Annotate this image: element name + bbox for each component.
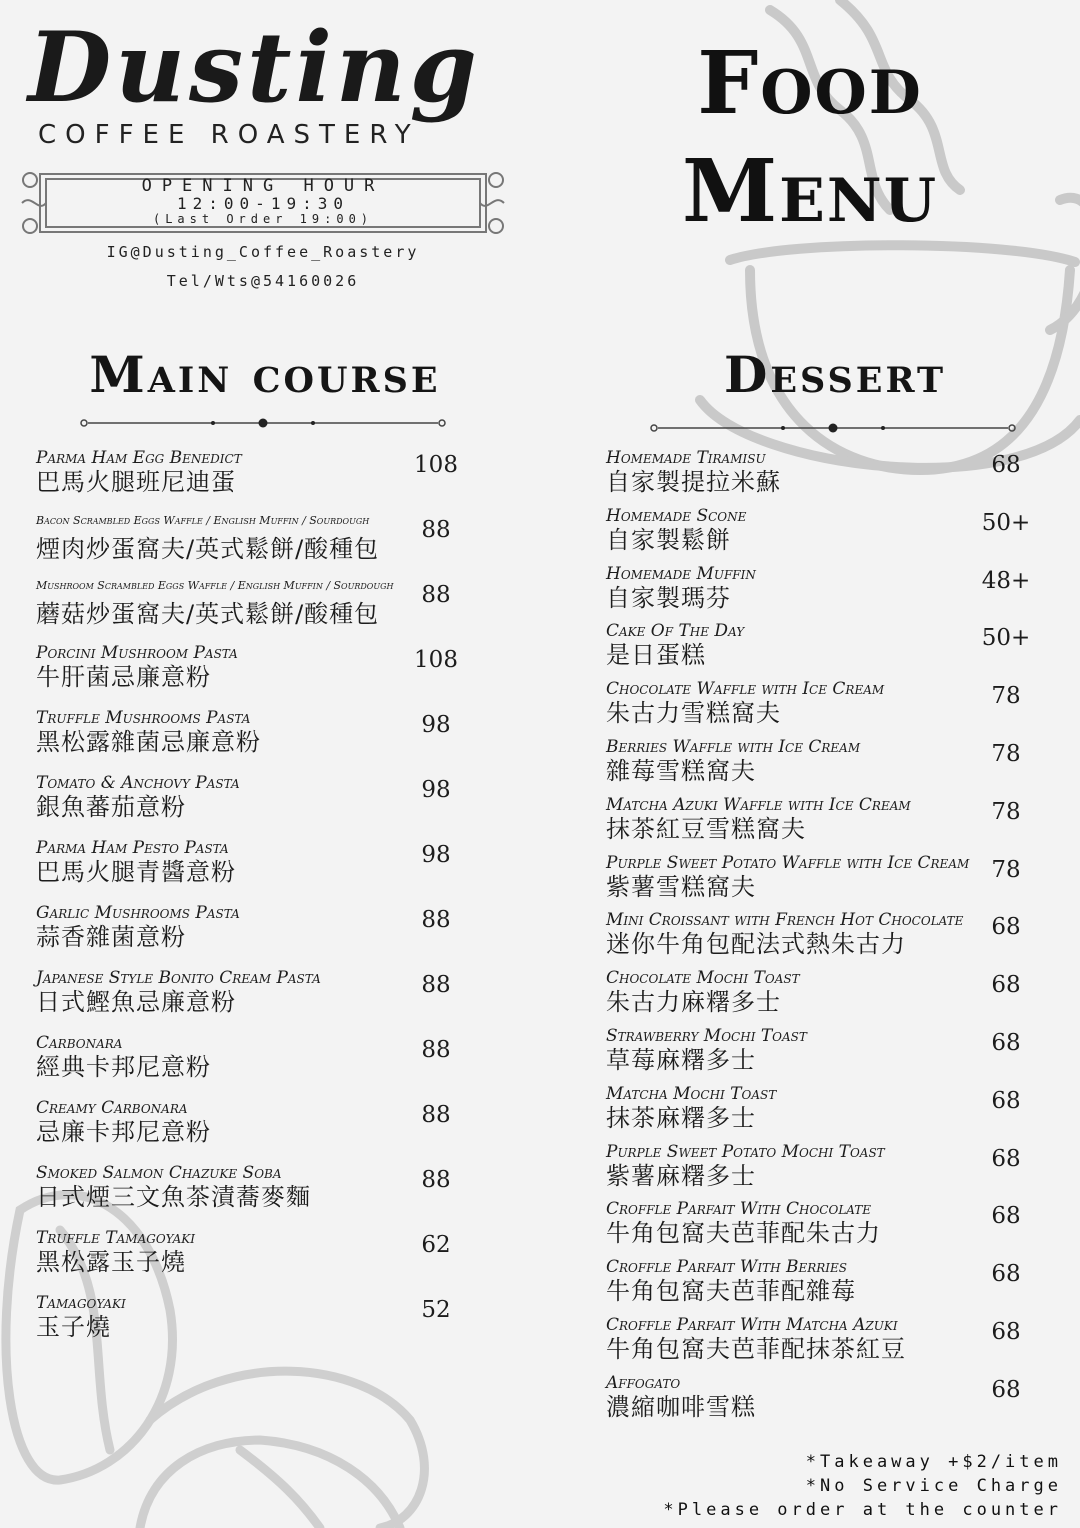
menu-item-english: Truffle Mushrooms Pasta	[36, 708, 251, 728]
menu-item	[606, 1257, 856, 1305]
menu-item	[36, 838, 236, 886]
menu-item-english: Homemade Muffin	[606, 563, 756, 584]
menu-item-english: Tomato & Anchovy Pasta	[36, 773, 240, 793]
menu-item-price: 48+	[981, 567, 1031, 594]
menu-item-english: Chocolate Mochi Toast	[606, 968, 800, 989]
menu-item	[36, 773, 240, 821]
menu-item	[36, 448, 242, 496]
menu-item-english: Affogato	[606, 1372, 681, 1393]
menu-item-english: Chocolate Waffle with Ice Cream	[606, 679, 885, 700]
menu-item-english: Croffle Parfait With Matcha Azuki	[606, 1315, 898, 1335]
menu-item-price: 50+	[981, 509, 1031, 536]
menu-item	[36, 1293, 126, 1341]
menu-item	[606, 910, 963, 958]
menu-item	[36, 643, 238, 691]
menu-item-chinese: 銀魚蕃茄意粉	[36, 793, 186, 821]
opening-hours-title: OPENING HOUR	[141, 176, 385, 196]
menu-item-chinese: 紫薯麻糬多士	[606, 1161, 756, 1190]
menu-item-chinese: 自家製提拉米蘇	[606, 468, 781, 496]
menu-item-english: Mushroom Scrambled Eggs Waffle / English Muffin / Sourdough	[36, 579, 394, 592]
menu-item-english: Garlic Mushrooms Pasta	[36, 903, 240, 923]
menu-item-english: Bacon Scrambled Eggs Waffle / English Muffin / Sourdough	[36, 514, 370, 527]
menu-item-price: 88	[421, 1037, 451, 1063]
menu-item-chinese: 抹茶紅豆雪糕窩夫	[606, 814, 806, 843]
menu-item-price: 52	[421, 1297, 451, 1323]
menu-item-chinese: 自家製瑪芬	[606, 583, 731, 612]
order-counter-note: *Please order at the counter	[663, 1500, 1062, 1520]
opening-hours-time: 12:00-19:30	[177, 194, 349, 213]
menu-item-english: Smoked Salmon Chazuke Soba	[36, 1163, 282, 1183]
menu-item-price: 78	[991, 683, 1021, 710]
menu-item-chinese: 忌廉卡邦尼意粉	[36, 1118, 211, 1146]
menu-item	[36, 968, 321, 1016]
menu-item-chinese: 自家製鬆餅	[606, 525, 731, 554]
menu-item	[606, 968, 800, 1016]
last-order-time: (Last Order 19:00)	[152, 212, 374, 226]
menu-item-price: 78	[991, 798, 1021, 825]
menu-item-price: 108	[414, 452, 458, 478]
menu-item-price: 68	[991, 452, 1021, 478]
menu-item-english: Homemade Scone	[606, 505, 747, 526]
menu-item-price: 98	[421, 842, 451, 868]
menu-item	[606, 1026, 807, 1074]
menu-item-english: Homemade Tiramisu	[606, 448, 766, 468]
menu-item	[36, 1033, 211, 1081]
menu-notes	[663, 1450, 1062, 1522]
menu-item-price: 68	[991, 1376, 1021, 1403]
main-course-divider	[78, 415, 448, 431]
menu-item-price: 98	[421, 712, 451, 738]
brand-block	[28, 11, 498, 150]
menu-item-chinese: 牛角包窩夫芭菲配朱古力	[606, 1219, 881, 1248]
menu-item-english: Creamy Carbonara	[36, 1098, 188, 1118]
menu-item	[36, 1228, 195, 1276]
menu-item	[36, 513, 379, 563]
menu-item	[606, 737, 860, 785]
menu-item	[606, 1315, 906, 1363]
menu-item-chinese: 濃縮咖啡雪糕	[606, 1392, 756, 1421]
menu-item-english: Matcha Azuki Waffle with Ice Cream	[606, 794, 911, 815]
menu-item-english: Parma Ham Egg Benedict	[36, 448, 242, 468]
menu-item-chinese: 黑松露玉子燒	[36, 1248, 186, 1276]
menu-item-price: 68	[991, 1261, 1021, 1288]
menu-item-english: Porcini Mushroom Pasta	[36, 643, 238, 663]
brand-logo-name: Dusting	[28, 11, 481, 124]
menu-item-english: Matcha Mochi Toast	[606, 1083, 777, 1104]
menu-item-english: Parma Ham Pesto Pasta	[36, 838, 229, 858]
menu-item-english: Purple Sweet Potato Mochi Toast	[606, 1141, 885, 1162]
food-menu-title-line2: Menu	[681, 141, 939, 242]
menu-item	[36, 1098, 211, 1146]
menu-item-english: Truffle Tamagoyaki	[36, 1228, 196, 1248]
menu-item-price: 88	[421, 1102, 451, 1128]
menu-item	[606, 1199, 881, 1247]
menu-item-chinese: 牛角包窩夫芭菲配雜莓	[606, 1277, 856, 1306]
dessert-divider	[648, 420, 1018, 436]
menu-item	[606, 564, 756, 612]
service-charge-note: *No Service Charge	[805, 1476, 1062, 1496]
menu-item-chinese: 日式鰹魚忌廉意粉	[36, 988, 236, 1016]
menu-item-chinese: 牛角包窩夫芭菲配抹茶紅豆	[606, 1335, 906, 1363]
menu-item	[606, 1373, 756, 1421]
brand-subtitle: COFFEE ROASTERY	[38, 120, 420, 150]
menu-item-chinese: 紫薯雪糕窩夫	[606, 872, 756, 901]
menu-item-english: Carbonara	[36, 1033, 123, 1053]
menu-item-english: Mini Croissant with French Hot Chocolate	[606, 910, 964, 931]
menu-item	[36, 708, 261, 756]
menu-item-price: 68	[991, 1203, 1021, 1230]
menu-item-english: Purple Sweet Potato Waffle with Ice Cream	[606, 852, 970, 873]
dessert-title: Dessert	[723, 345, 946, 404]
menu-item-english: Berries Waffle with Ice Cream	[606, 737, 861, 757]
main-course-title: Main course	[89, 345, 441, 404]
instagram-handle: IG@Dusting_Coffee_Roastery	[106, 243, 420, 261]
menu-item-price: 68	[991, 1030, 1021, 1056]
menu-item-chinese: 草莓麻糬多士	[606, 1046, 756, 1074]
takeaway-note: *Takeaway +$2/item	[805, 1452, 1062, 1472]
menu-item	[606, 448, 781, 496]
menu-item-english: Strawberry Mochi Toast	[606, 1026, 807, 1046]
menu-item-price: 108	[414, 647, 458, 673]
menu-item-price: 88	[421, 972, 451, 998]
food-menu-title	[640, 30, 980, 246]
menu-item-price: 88	[421, 517, 451, 543]
menu-item-chinese: 蘑菇炒蛋窩夫/英式鬆餅/酸種包	[36, 600, 380, 628]
menu-item-chinese: 經典卡邦尼意粉	[36, 1053, 211, 1081]
menu-item	[606, 506, 746, 554]
menu-item-price: 78	[991, 856, 1021, 883]
menu-item	[36, 578, 393, 628]
menu-item-price: 62	[421, 1232, 451, 1258]
food-menu-title-line1: Food	[697, 33, 923, 134]
menu-item-chinese: 朱古力麻糬多士	[606, 988, 781, 1017]
menu-item-english: Cake Of The Day	[606, 621, 745, 642]
menu-item-price: 68	[991, 972, 1021, 999]
menu-item-chinese: 日式煙三文魚茶漬蕎麥麵	[36, 1183, 311, 1211]
menu-item-chinese: 煙肉炒蛋窩夫/英式鬆餅/酸種包	[36, 535, 380, 563]
menu-item-chinese: 迷你牛角包配法式熱朱古力	[606, 930, 906, 959]
menu-item-english: Croffle Parfait With Berries	[606, 1257, 848, 1278]
menu-item	[606, 679, 884, 727]
menu-item-chinese: 雜莓雪糕窩夫	[606, 757, 756, 785]
menu-item-price: 50+	[981, 625, 1031, 652]
menu-item-chinese: 蒜香雜菌意粉	[36, 923, 186, 951]
menu-item-chinese: 巴馬火腿青醬意粉	[36, 858, 236, 886]
menu-item-price: 88	[421, 907, 451, 933]
menu-item-price: 68	[991, 1087, 1021, 1114]
menu-item-chinese: 黑松露雜菌忌廉意粉	[36, 728, 261, 756]
menu-item-price: 78	[991, 741, 1021, 767]
menu-item	[606, 1142, 885, 1190]
menu-item-chinese: 是日蛋糕	[606, 641, 706, 670]
menu-item	[606, 1084, 776, 1132]
menu-item	[606, 621, 744, 669]
menu-item-chinese: 朱古力雪糕窩夫	[606, 699, 781, 728]
menu-item	[606, 795, 911, 843]
menu-item-english: Japanese Style Bonito Cream Pasta	[36, 968, 321, 988]
menu-item-english: Tamagoyaki	[36, 1293, 126, 1313]
menu-item-english: Croffle Parfait With Chocolate	[606, 1199, 872, 1220]
menu-item	[606, 853, 969, 901]
menu-item-chinese: 牛肝菌忌廉意粉	[36, 663, 211, 691]
menu-item	[36, 1163, 311, 1211]
opening-hours-box	[18, 168, 508, 238]
menu-item-price: 68	[991, 1145, 1021, 1172]
menu-item-price: 88	[421, 1167, 451, 1193]
menu-item-chinese: 抹茶麻糬多士	[606, 1103, 756, 1132]
menu-item-chinese: 巴馬火腿班尼迪蛋	[36, 468, 236, 496]
menu-item-price: 98	[421, 777, 451, 803]
menu-item-price: 68	[991, 1319, 1021, 1345]
phone-number: Tel/Wts@54160026	[166, 272, 360, 290]
menu-item	[36, 903, 240, 951]
menu-item-price: 68	[991, 914, 1021, 941]
menu-item-chinese: 玉子燒	[36, 1313, 111, 1341]
menu-item-price: 88	[421, 582, 451, 608]
